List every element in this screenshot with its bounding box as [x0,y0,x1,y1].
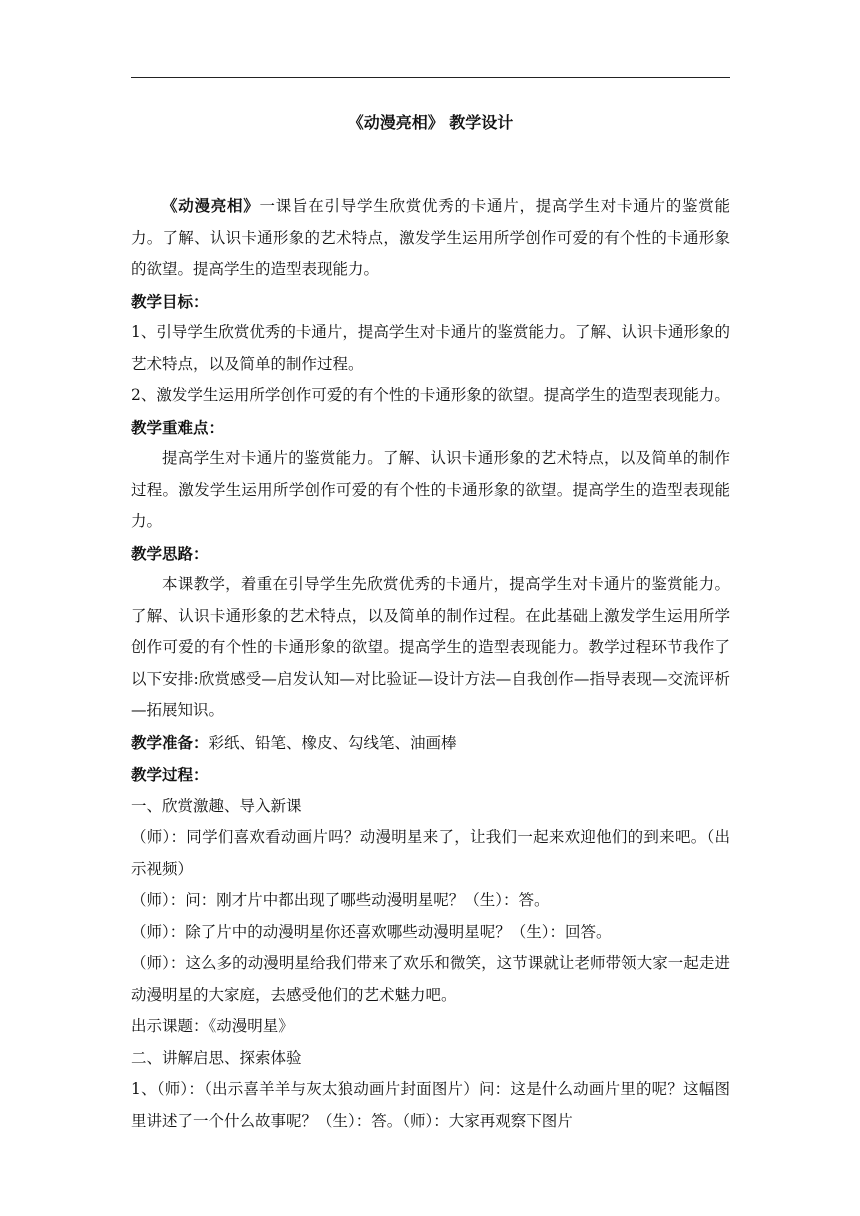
process-line: 一、欣赏激趣、导入新课 [131,796,302,815]
process-line: （师）：问：刚才片中都出现了哪些动漫明星呢？（生）：答。 [131,891,550,909]
process-line: 二、讲解启思、探索体验 [131,1048,302,1067]
key-points-text: 提高学生对卡通片的鉴赏能力。了解、认识卡通形象的艺术特点，以及简单的制作过程。激发学生运用所学创作可爱的有个性的卡通形象的欲望。提高学生的造型表现能力。 [131,449,730,530]
process-line: （师）：除了片中的动漫明星你还喜欢哪些动漫明星呢？（生）：回答。 [131,922,612,941]
approach-text: 本课教学，着重在引导学生先欣赏优秀的卡通片，提高学生对卡通片的鉴赏能力。了解、认识卡通形象的艺术特点，以及简单的制作过程。在此基础上激发学生运用所学创作可爱的有个性的卡通形象的欲望。提高学生的造型表现能力。教学过程环节我作了以下安排:欣赏感受—启发认知—对比验证—设计方法—自我创作—指导表现—交流评析—拓展知识。 [131,575,730,719]
goal-item: 1、引导学生欣赏优秀的卡通片，提高学生对卡通片的鉴赏能力。了解、认识卡通形象的艺术特点，以及简单的制作过程。 [131,323,730,373]
key-points-heading: 教学重难点： [131,417,225,437]
header-rule [131,77,730,78]
intro-paragraph [131,190,730,286]
intro-lead: 《动漫亮相》 [162,196,260,215]
process-line: （师）：同学们喜欢看动画片吗？动漫明星来了，让我们一起来欢迎他们的到来吧。（出示视频） [131,828,730,878]
process-line: （师）：这么多的动漫明星给我们带来了欢乐和微笑，这节课就让老师带领大家一起走进动漫明星的大家庭，去感受他们的艺术魅力吧。 [131,954,730,1004]
goal-item: 2、激发学生运用所学创作可爱的有个性的卡通形象的欲望。提高学生的造型表现能力。 [131,386,730,404]
process-heading: 教学过程： [131,765,209,784]
page-title: 《动漫亮相》 教学设计 [347,113,514,132]
prep-heading: 教学准备： [131,732,209,752]
prep-text: 彩纸、铅笔、橡皮、勾线笔、油画棒 [208,733,457,752]
approach-heading: 教学思路： [131,543,209,563]
document-body [131,190,730,1137]
intro-text: 一课旨在引导学生欣赏优秀的卡通片，提高学生对卡通片的鉴赏能力。了解、认识卡通形象的艺术特点，激发学生运用所学创作可爱的有个性的卡通形象的欲望。提高学生的造型表现能力。 [131,197,730,278]
goals-heading: 教学目标： [131,291,209,311]
prep-line [131,727,730,760]
process-line: 1、（师）：（出示喜羊羊与灰太狼动画片封面图片）问：这是什么动画片里的呢？这幅图里讲述了一个什么故事呢？（生）：答。（师）：大家再观察下图片 [131,1080,730,1130]
process-line: 出示课题：《动漫明星》 [131,1017,294,1035]
